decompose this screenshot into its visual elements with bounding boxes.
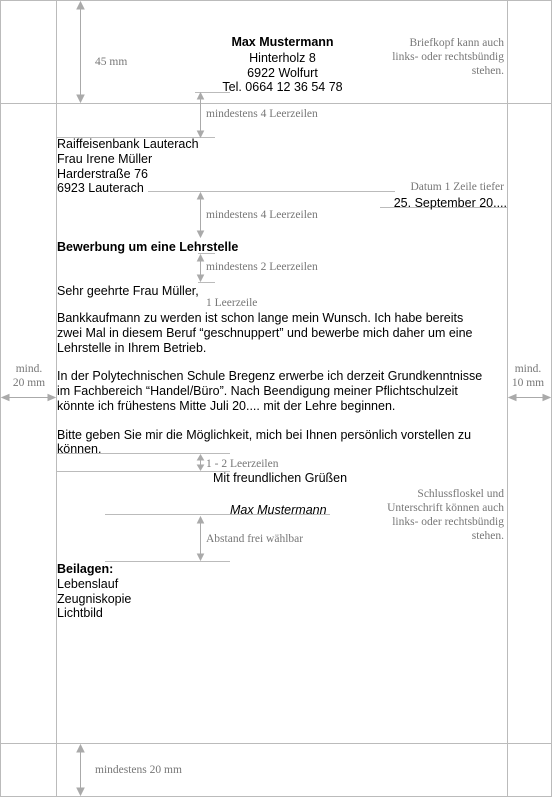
- body-paragraph-1-line-3: Lehrstelle in Ihrem Betrieb.: [57, 341, 207, 355]
- sender-name: Max Mustermann: [231, 35, 334, 49]
- closing-note-line-4: stehen.: [471, 530, 504, 542]
- right-margin-label-2: 10 mm: [511, 377, 545, 389]
- attachments-heading: Beilagen:: [57, 562, 114, 576]
- attachment-item: Lebenslauf: [57, 577, 119, 591]
- letter-signature: Max Mustermann: [230, 503, 327, 517]
- left-margin-label-1: mind.: [15, 363, 43, 375]
- letterhead-note-line-2: links- oder rechtsbündig: [392, 51, 504, 63]
- gap-before-closing-label: 1 - 2 Leerzeilen: [206, 458, 279, 470]
- recipient-line-1: Raiffeisenbank Lauterach: [57, 137, 199, 151]
- gap-after-salutation-label: 1 Leerzeile: [206, 297, 258, 309]
- top-margin-label: 45 mm: [95, 56, 128, 68]
- sender-phone: Tel. 0664 12 36 54 78: [222, 80, 343, 94]
- letterhead-note-line-1: Briefkopf kann auch: [409, 37, 504, 49]
- closing-note-line-1: Schlussfloskel und: [417, 488, 504, 500]
- recipient-line-4: 6923 Lauterach: [57, 181, 144, 195]
- letterhead-note-line-3: stehen.: [471, 65, 504, 77]
- closing-note-line-3: links- oder rechtsbündig: [392, 516, 504, 528]
- letter-salutation: Sehr geehrte Frau Müller,: [57, 284, 199, 298]
- body-paragraph-3-line-1: Bitte geben Sie mir die Möglichkeit, mich bei Ihnen persönlich vorstellen zu: [57, 428, 472, 442]
- bottom-margin-label: mindestens 20 mm: [95, 764, 182, 776]
- letter-date: 25. September 20....: [393, 196, 507, 210]
- letter-subject: Bewerbung um eine Lehrstelle: [57, 240, 239, 254]
- signature-gap-label: Abstand frei wählbar: [206, 533, 304, 545]
- attachment-item: Lichtbild: [57, 606, 103, 620]
- body-paragraph-3-line-2: können.: [57, 442, 102, 456]
- body-paragraph-2-line-3: könnte ich frühestens Mitte Juli 20.... mit der Lehre beginnen.: [57, 399, 396, 413]
- body-paragraph-1-line-2: zwei Mal in diesem Beruf “geschnuppert” und bewerbe mich daher um eine: [57, 326, 473, 340]
- sender-street: Hinterholz 8: [249, 51, 316, 65]
- body-paragraph-1-line-1: Bankkaufmann zu werden ist schon lange mein Wunsch. Ich habe bereits: [57, 311, 464, 325]
- gap-after-subject-label: mindestens 2 Leerzeilen: [206, 261, 318, 273]
- gap-after-address-label: mindestens 4 Leerzeilen: [206, 209, 318, 221]
- right-margin-label-1: mind.: [514, 363, 542, 375]
- closing-note-line-2: Unterschrift können auch: [387, 502, 504, 514]
- left-margin-label-2: 20 mm: [12, 377, 46, 389]
- attachment-item: Zeugniskopie: [57, 592, 132, 606]
- recipient-line-2: Frau Irene Müller: [57, 152, 153, 166]
- body-paragraph-2-line-2: im Fachbereich “Handel/Büro”. Nach Beendigung meiner Pflichtschulzeit: [57, 384, 458, 398]
- sender-city: 6922 Wolfurt: [247, 66, 318, 80]
- recipient-line-3: Harderstraße 76: [57, 167, 149, 181]
- date-note-label: Datum 1 Zeile tiefer: [410, 181, 504, 193]
- body-paragraph-2-line-1: In der Polytechnischen Schule Bregenz erwerbe ich derzeit Grundkenntnisse: [57, 369, 483, 383]
- letter-closing: Mit freundlichen Grüßen: [213, 471, 348, 485]
- gap-after-sender-label: mindestens 4 Leerzeilen: [206, 108, 318, 120]
